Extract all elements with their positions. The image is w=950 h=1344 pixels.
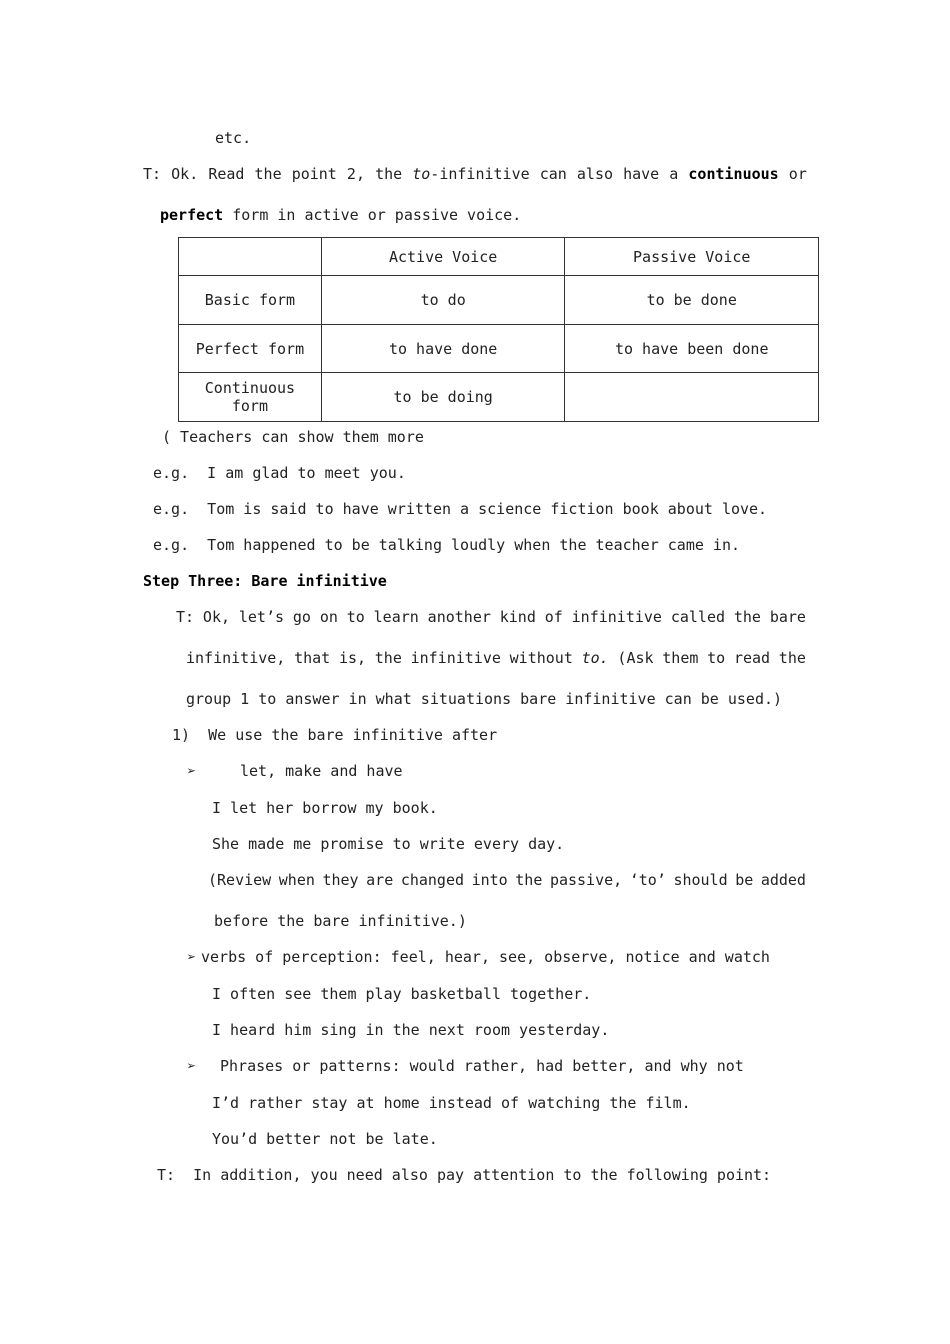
bullet-phrases-patterns [187,1056,744,1076]
table-header-row [179,238,819,276]
word: or [788,165,807,183]
word: the [515,871,543,889]
word: passive, [549,871,623,889]
active-cell: to do [321,276,565,325]
example-line: e.g. Tom happened to be talking loudly when the teacher came in. [153,536,740,554]
continuous-term: continuous [688,165,779,183]
word: should [673,871,728,889]
word: added [760,871,806,889]
word: is, [338,649,367,667]
word: they [322,871,359,889]
etc-text: etc. [215,129,252,147]
point-1: 1) We use the bare infinitive after [172,726,498,744]
example-line: e.g. I am glad to meet you. [153,464,406,482]
word: read [733,649,771,667]
word: Read [208,165,245,183]
header-active-voice: Active Voice [321,238,565,276]
row-label: Continuous form [179,373,322,422]
word: the [778,649,806,667]
active-cell: to be doing [321,373,565,422]
table-row [179,373,819,422]
word: infinitive [410,649,501,667]
infinitive-suffix: -infinitive [430,165,530,183]
arrow-bullet-icon: ➢ [187,762,197,780]
bare-intro-line3: group 1 to answer in what situations bare infinitive can be used.) [186,690,783,708]
example-sentence: She made me promise to write every day. [212,835,565,853]
example-sentence: You’d better not be late. [212,1130,438,1148]
word: Ok. [171,165,199,183]
bullet-verbs-of-perception [187,947,770,967]
bullet-text: let, make and have [240,762,403,780]
row-label: Basic form [179,276,322,325]
word: of [544,608,563,626]
word: be [735,871,754,889]
word: that [294,649,331,667]
header-cell-empty [179,238,322,276]
arrow-bullet-icon: ➢ [187,948,197,966]
to-italic: to [412,165,431,183]
word: infinitive [571,608,662,626]
word: T: [176,608,195,626]
word: a [669,165,679,183]
word: also [576,165,614,183]
word: can [539,165,567,183]
to-italic-word: to. [581,649,609,667]
word: without [509,649,573,667]
final-note: T: In addition, you need also pay attention to the following point: [157,1166,772,1184]
word: have [623,165,660,183]
word: (Review [208,871,272,889]
word: kind [499,608,536,626]
infinitive-forms-table [178,237,819,422]
review-note-line1 [208,870,806,890]
word: on [319,608,338,626]
word: them [662,649,699,667]
step-three-heading: Step Three: Bare infinitive [143,572,387,590]
bullet-text: Phrases or patterns: would rather, had better, and why not [220,1057,744,1075]
arrow-bullet-icon: ➢ [187,1057,197,1075]
bare-intro-line1 [176,607,806,627]
word: Ok, [202,608,231,626]
word: bare [769,608,806,626]
word: (Ask [617,649,654,667]
row-label: Perfect form [179,325,322,373]
active-cell: to have done [321,325,565,373]
passive-cell [565,373,819,422]
example-sentence: I often see them play basketball together. [212,985,592,1003]
word: the [374,649,402,667]
bullet-text: verbs of perception: feel, hear, see, observe, notice and watch [201,948,770,966]
review-note-line2: before the bare infinitive.) [214,912,467,930]
word: infinitive, [186,649,286,667]
word: the [733,608,761,626]
word: called [670,608,726,626]
word: T: [143,165,162,183]
word: to [346,608,365,626]
teacher-intro-line1 [143,164,807,184]
intro-line2-rest: form in active or passive voice. [223,206,522,224]
word: the [375,165,403,183]
bullet-let-make-have [187,761,403,781]
to-infinitive-term [412,164,529,184]
passive-cell: to have been done [565,325,819,373]
word: 2, [346,165,365,183]
teacher-intro-line2 [160,205,521,225]
word: let’s [238,608,285,626]
example-sentence: I’d rather stay at home instead of watching the film. [212,1094,691,1112]
example-line: e.g. Tom is said to have written a science fiction book about love. [153,500,768,518]
word: another [427,608,491,626]
word: point [291,165,337,183]
word: when [278,871,315,889]
example-sentence: I let her borrow my book. [212,799,438,817]
table-row [179,276,819,325]
word: go [292,608,311,626]
word: into [471,871,508,889]
teachers-note: ( Teachers can show them more [162,428,424,446]
word: ‘to’ [629,871,666,889]
word: to [707,649,726,667]
word: the [254,165,282,183]
example-sentence: I heard him sing in the next room yesterday. [212,1021,610,1039]
passive-cell: to be done [565,276,819,325]
header-passive-voice: Passive Voice [565,238,819,276]
table-row [179,325,819,373]
word: changed [400,871,465,889]
word: are [366,871,394,889]
word: learn [373,608,419,626]
bare-intro-line2 [186,648,806,668]
perfect-term: perfect [160,206,224,224]
